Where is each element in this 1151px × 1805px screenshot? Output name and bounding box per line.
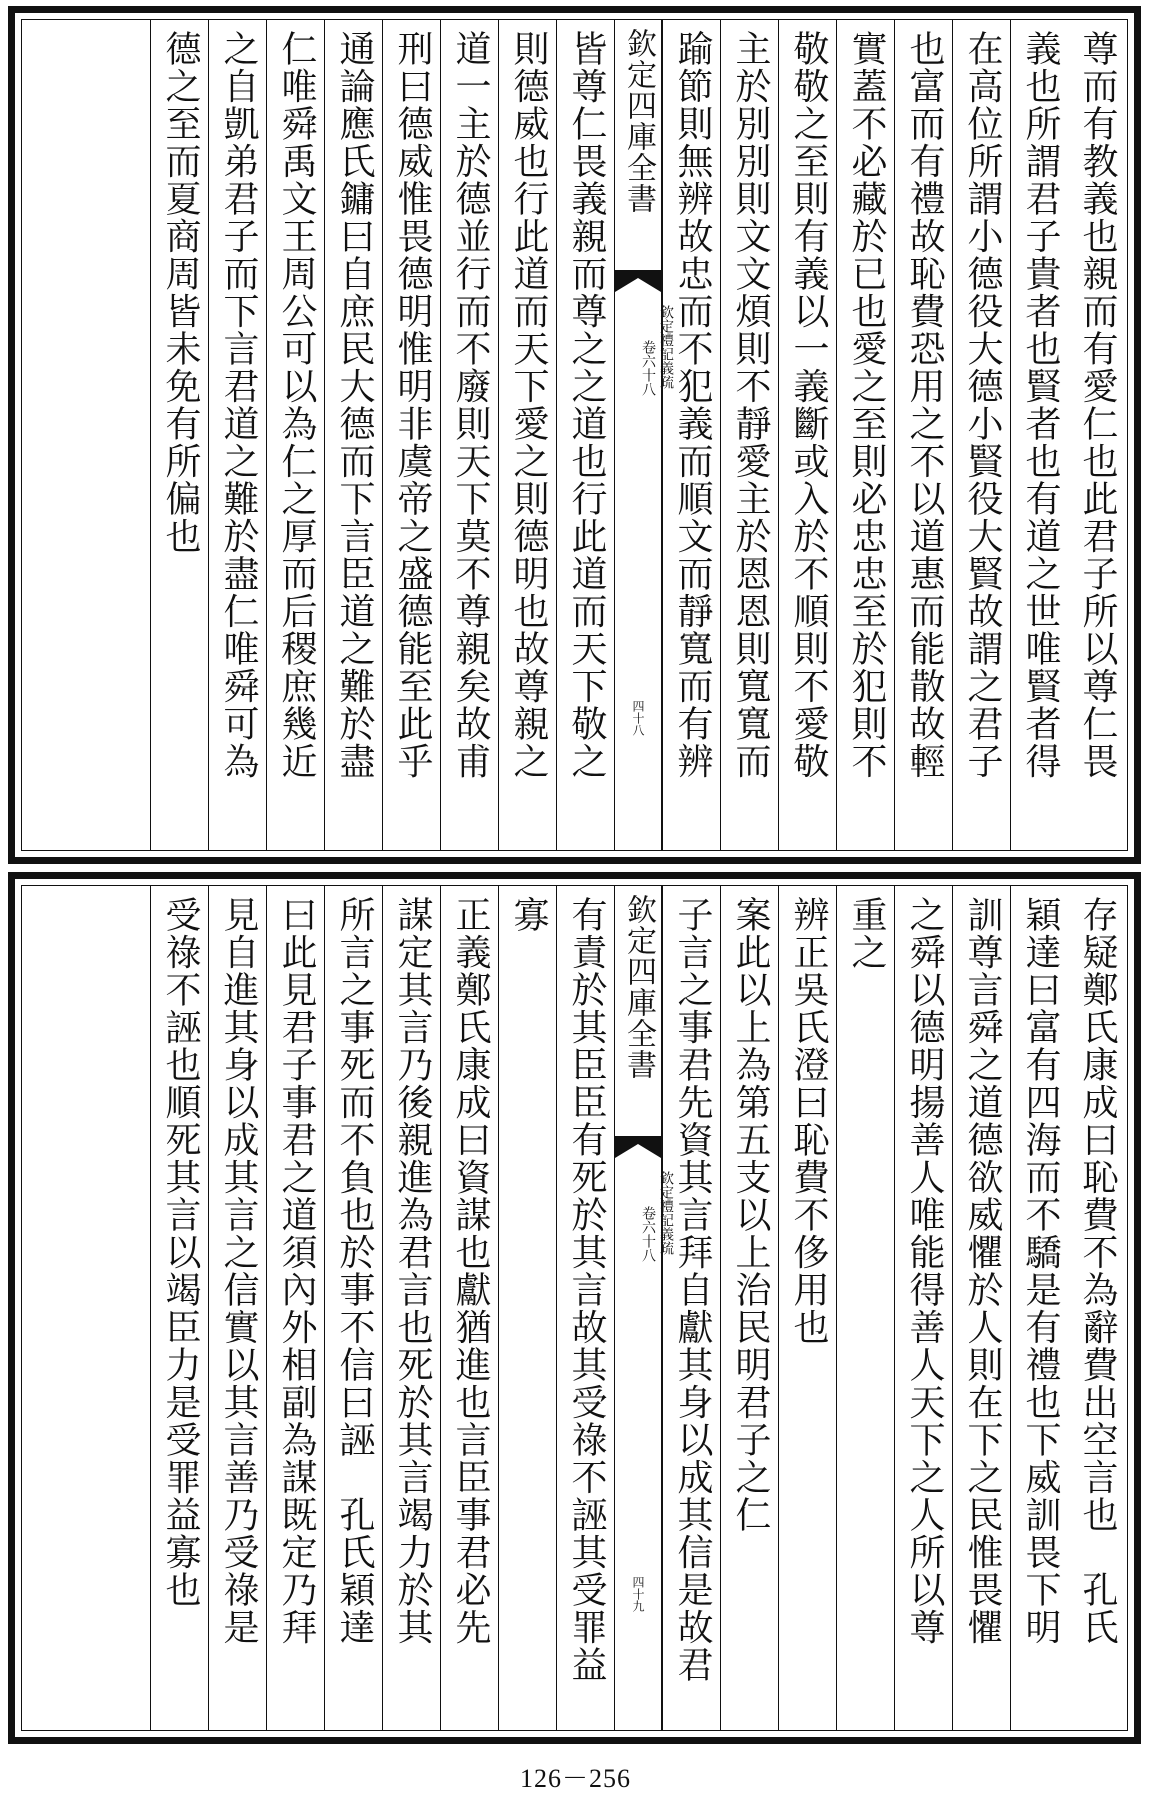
page-number: 四十八 xyxy=(631,700,645,736)
text-column: 有責於其臣臣有死於其言故其受祿不誣其受罪益 xyxy=(556,886,614,1730)
text-column: 之舜以德明揚善人唯能得善人天下之人所以尊 xyxy=(894,886,952,1730)
text-column: 子言之事君先資其言拜自獻其身以成其信是故君 xyxy=(662,886,720,1730)
text-column: 受祿不誣也順死其言以竭臣力是受罪益寡也 xyxy=(150,886,208,1730)
text-column: 道一主於德並行而不廢則天下莫不尊親矣故甫 xyxy=(440,20,498,850)
volume-label: 卷六十八 xyxy=(640,1206,656,1262)
page-49 xyxy=(8,872,1141,1744)
fishtail-ornament xyxy=(615,1136,661,1158)
text-column: 敬敬之至則有義以一義斷或入於不順則不愛敬 xyxy=(778,20,836,850)
volume-label: 卷六十八 xyxy=(640,340,656,396)
text-column: 訓尊言舜之道德欲威懼於人則在下之民惟畏懼 xyxy=(952,886,1010,1730)
text-column: 謀定其言乃後親進為君言也死於其言竭力於其 xyxy=(382,886,440,1730)
book-subtitle: 欽定禮記義疏 xyxy=(658,305,674,389)
text-column: 德之至而夏商周皆未免有所偏也 xyxy=(150,20,208,850)
text-column: 正義鄭氏康成曰資謀也獻猶進也言臣事君必先 xyxy=(440,886,498,1730)
text-column: 寡 xyxy=(498,886,556,1730)
text-column: 尊而有教義也親而有愛仁也此君子所以尊仁畏 xyxy=(1077,30,1118,780)
center-fold-column xyxy=(614,886,674,1730)
text-column: 踰節則無辨故忠而不犯義而順文而靜寬而有辨 xyxy=(662,20,720,850)
book-title: 欽定四庫全書 xyxy=(621,894,656,1080)
page-number: 四十九 xyxy=(631,1576,645,1612)
scan-page-footer: 126－256 xyxy=(519,1764,631,1793)
text-column: 見自進其身以成其言之信實以其言善乃受祿是 xyxy=(208,886,266,1730)
book-title: 欽定四庫全書 xyxy=(621,28,656,214)
text-column: 也富而有禮故恥費恐用之不以道惠而能散故輕 xyxy=(894,20,952,850)
text-column: 仁唯舜禹文王周公可以為仁之厚而后稷庶幾近 xyxy=(266,20,324,850)
text-column: 通論應氏鏞曰自庶民大德而下言臣道之難於盡 xyxy=(324,20,382,850)
text-column: 之自凱弟君子而下言君道之難於盡仁唯舜可為 xyxy=(208,20,266,850)
book-subtitle: 欽定禮記義疏 xyxy=(658,1171,674,1255)
text-column: 所言之事死而不負也於事不信曰誣 孔氏穎達 xyxy=(324,886,382,1730)
text-column: 存疑鄭氏康成曰恥費不為辭費出空言也 孔氏 xyxy=(1077,896,1118,1646)
text-column: 在高位所謂小德役大德小賢役大賢故謂之君子 xyxy=(952,20,1010,850)
text-column: 穎達曰富有四海而不驕是有禮也下威訓畏下明 xyxy=(1010,886,1068,1730)
text-column: 義也所謂君子貴者也賢者也有道之世唯賢者得 xyxy=(1010,20,1068,850)
page-48 xyxy=(8,6,1141,864)
page-frame xyxy=(21,885,1128,1731)
text-column: 案此以上為第五支以上治民明君子之仁 xyxy=(720,886,778,1730)
text-column: 主於別別則文文煩則不靜愛主於恩恩則寬寬而 xyxy=(720,20,778,850)
text-column: 刑曰德威惟畏德明惟明非虞帝之盛德能至此乎 xyxy=(382,20,440,850)
fishtail-ornament xyxy=(615,270,661,292)
text-column: 則德威也行此道而天下愛之則德明也故尊親之 xyxy=(498,20,556,850)
center-fold-column xyxy=(614,20,674,850)
text-column: 實蓋不必藏於已也愛之至則必忠忠至於犯則不 xyxy=(836,20,894,850)
text-column: 皆尊仁畏義親而尊之之道也行此道而天下敬之 xyxy=(556,20,614,850)
text-column: 曰此見君子事君之道須內外相副為謀既定乃拜 xyxy=(266,886,324,1730)
text-column: 重之 xyxy=(836,886,894,1730)
text-column: 辨正吳氏澄曰恥費不侈用也 xyxy=(778,886,836,1730)
page-frame xyxy=(21,19,1128,851)
